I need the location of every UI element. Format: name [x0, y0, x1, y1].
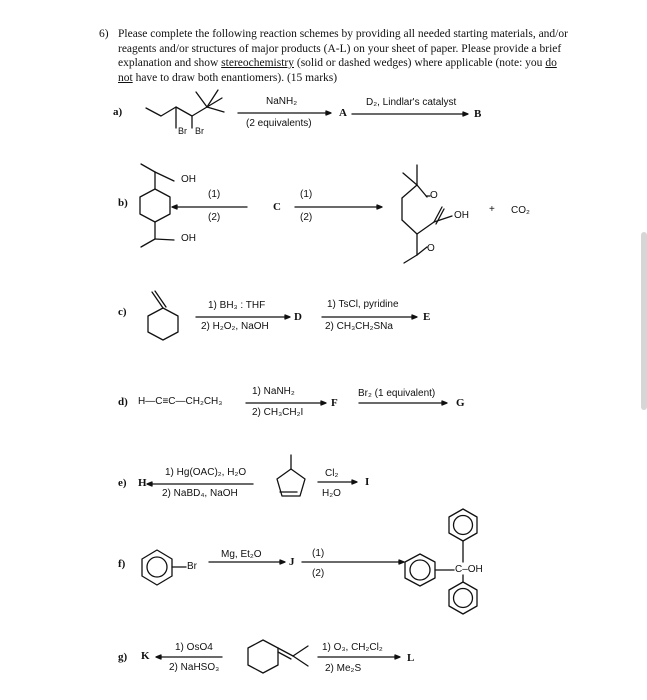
part-e-reagent-right-top: Cl₂	[325, 468, 339, 479]
part-g-reagent-right-bottom: 2) Me₂S	[325, 663, 362, 674]
part-c-label: c)	[118, 306, 127, 318]
part-d-start: H—C≡C—CH₂CH₃	[138, 396, 223, 407]
product-I: I	[365, 476, 370, 488]
product-A: A	[339, 107, 347, 119]
part-d-label: d)	[118, 396, 128, 408]
part-a-reagent2-top: D₂, Lindlar's catalyst	[366, 97, 457, 108]
cyclohexane-diol-structure	[140, 164, 174, 247]
part-b-label: b)	[118, 197, 128, 209]
product-G: G	[456, 397, 465, 409]
methylenecyclohexane-structure	[148, 291, 178, 340]
part-f-label: f)	[118, 558, 126, 570]
question-line-2: reagents and/or structures of major products (A-L) on your sheet of paper. Please provide a brief	[118, 42, 562, 55]
product-F: F	[331, 397, 338, 409]
part-a-reagent-top: NaNH₂	[266, 96, 298, 107]
part-c-reagent2-bottom: 2) CH₃CH₂SNa	[325, 321, 393, 332]
part-b-product-oh: OH	[454, 210, 469, 221]
part-b-product-o2: O	[427, 243, 435, 254]
part-g-label: g)	[118, 651, 128, 663]
part-e-label: e)	[118, 477, 127, 489]
part-f-step-bottom: (2)	[312, 568, 325, 579]
product-H: H	[138, 477, 147, 489]
part-a-br-1: Br	[178, 126, 187, 136]
question-line-4-a: not	[118, 71, 133, 84]
part-c-reagent2-top: 1) TsCl, pyridine	[327, 299, 399, 310]
part-f-step-top: (1)	[312, 548, 325, 559]
part-a-br-2: Br	[195, 126, 204, 136]
part-g-reagent-left-top: 1) OsO4	[175, 642, 213, 653]
part-g-reagent-right-top: 1) O₃, CH₂Cl₂	[322, 642, 383, 653]
question-line-3-d: do	[545, 57, 557, 70]
part-b-step-right-bottom: (2)	[300, 212, 313, 223]
triphenylmethanol-structure	[405, 509, 477, 614]
question-line-4-b: have to draw both enantiomers). (15 marks)	[135, 71, 338, 84]
part-b-product-o1: O	[430, 190, 438, 201]
product-D: D	[294, 311, 302, 323]
product-K: K	[141, 650, 150, 662]
methylcyclopentene-structure	[277, 455, 305, 496]
part-a-reagent-bottom: (2 equivalents)	[246, 118, 312, 129]
part-b-oh-top: OH	[181, 174, 196, 185]
alkene-cyclohexane-structure	[248, 640, 308, 673]
part-c-reagent1-bottom: 2) H₂O₂, NaOH	[201, 321, 269, 332]
question-line-3-c: (solid or dashed wedges) where applicable (note: you	[296, 57, 543, 70]
part-b-plus: +	[489, 204, 495, 215]
product-L: L	[407, 652, 415, 664]
question-line-3-a: explanation and show	[118, 57, 219, 70]
part-b-step-left-bottom: (2)	[208, 212, 221, 223]
vertical-scrollbar[interactable]	[641, 232, 647, 410]
dibromide-structure	[146, 90, 224, 128]
part-d-reagent1-bottom: 2) CH₃CH₂I	[252, 407, 304, 418]
part-e-reagent-left-bottom: 2) NaBD₄, NaOH	[162, 488, 238, 499]
part-f-br: Br	[187, 561, 197, 572]
part-e-reagent-right-bottom: H₂O	[322, 488, 341, 499]
part-c-reagent1-top: 1) BH₃ : THF	[208, 300, 266, 311]
part-b-oh-bottom: OH	[181, 233, 196, 244]
part-a-label: a)	[113, 106, 123, 118]
part-b-step-right-top: (1)	[300, 189, 313, 200]
question-number: 6)	[99, 28, 109, 40]
intermediate-C: C	[273, 201, 281, 213]
part-f-product-coh: C–OH	[455, 564, 483, 575]
part-d-reagent2-top: Br₂ (1 equivalent)	[358, 388, 436, 399]
part-e-reagent-left-top: 1) Hg(OAC)₂, H₂O	[165, 467, 247, 478]
part-b-co2: CO₂	[511, 205, 530, 216]
part-b-step-left-top: (1)	[208, 189, 221, 200]
part-f-reagent1: Mg, Et₂O	[221, 549, 262, 560]
question-line-1: Please complete the following reaction schemes by providing all needed starting materials, and/or	[118, 28, 568, 40]
part-g-reagent-left-bottom: 2) NaHSO₃	[169, 662, 220, 673]
product-J: J	[289, 556, 295, 568]
product-E: E	[423, 311, 431, 323]
stereochemistry-term: stereochemistry	[221, 57, 294, 70]
bromobenzene-structure	[142, 550, 186, 585]
product-B: B	[474, 108, 482, 120]
part-d-reagent1-top: 1) NaNH₂	[252, 386, 295, 397]
